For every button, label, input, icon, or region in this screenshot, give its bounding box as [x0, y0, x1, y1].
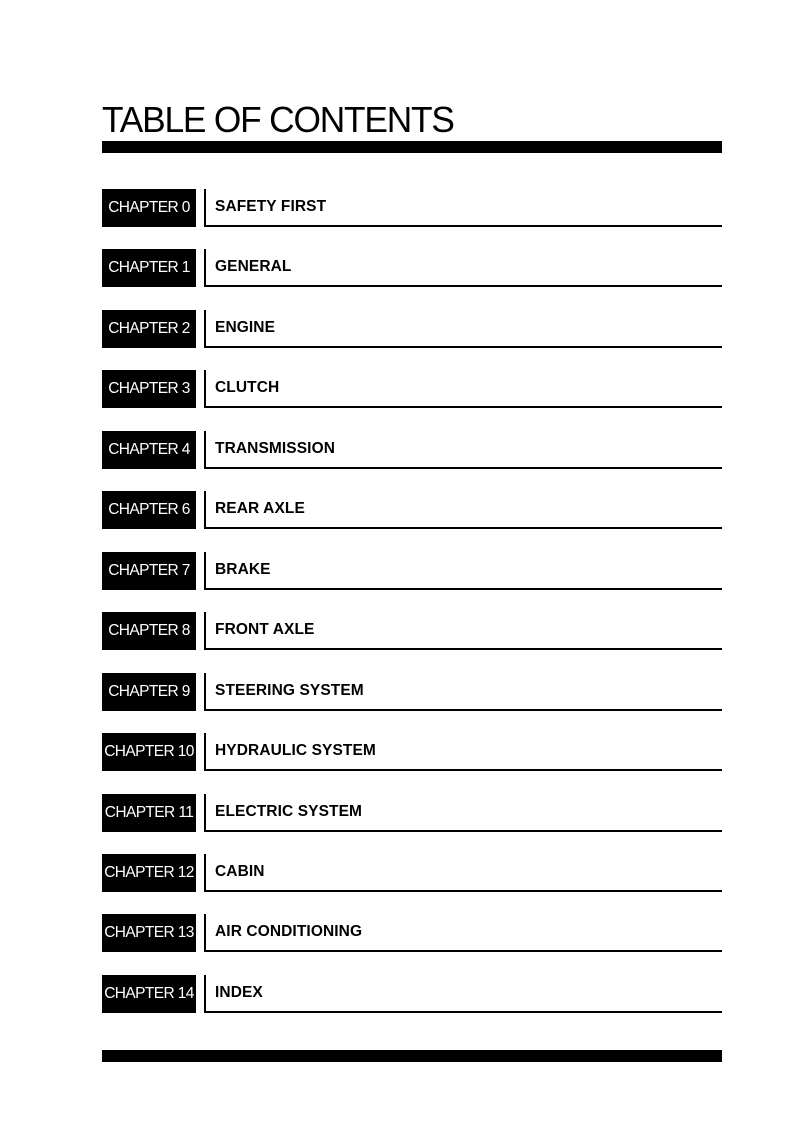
chapter-label: CHAPTER 3: [102, 370, 196, 408]
toc-entry[interactable]: [102, 733, 722, 771]
chapter-label: CHAPTER 0: [102, 189, 196, 227]
entry-line: [204, 975, 722, 1013]
toc-entry[interactable]: [102, 370, 722, 408]
entry-line: [204, 310, 722, 348]
entry-line: [204, 189, 722, 227]
entry-line: [204, 854, 722, 892]
chapter-label: CHAPTER 4: [102, 431, 196, 469]
toc-entry[interactable]: [102, 975, 722, 1013]
chapter-title: CABIN: [215, 862, 265, 880]
chapter-title: CLUTCH: [215, 379, 280, 397]
toc-entry[interactable]: [102, 249, 722, 287]
toc-entry[interactable]: [102, 854, 722, 892]
toc-entry[interactable]: [102, 794, 722, 832]
chapter-title: ELECTRIC SYSTEM: [215, 802, 363, 820]
chapter-title: STEERING SYSTEM: [215, 681, 364, 699]
entry-line: [204, 794, 722, 832]
chapter-label: CHAPTER 13: [102, 914, 196, 952]
top-divider-bar: [102, 141, 722, 153]
chapter-label: CHAPTER 6: [102, 491, 196, 529]
entry-line: [204, 249, 722, 287]
chapter-title: ENGINE: [215, 318, 276, 336]
chapter-label: CHAPTER 14: [102, 975, 196, 1013]
entry-line: [204, 370, 722, 408]
chapter-title: INDEX: [215, 983, 263, 1001]
toc-entry[interactable]: [102, 431, 722, 469]
toc-entry[interactable]: [102, 612, 722, 650]
chapter-title: BRAKE: [215, 560, 271, 578]
chapter-label: CHAPTER 11: [102, 794, 196, 832]
chapter-label: CHAPTER 9: [102, 673, 196, 711]
chapter-label: CHAPTER 7: [102, 552, 196, 590]
chapter-title: SAFETY FIRST: [215, 198, 327, 215]
entry-line: [204, 431, 722, 469]
chapter-title: TRANSMISSION: [215, 439, 336, 457]
chapter-label: CHAPTER 8: [102, 612, 196, 650]
entry-line: [204, 914, 722, 952]
toc-entry[interactable]: [102, 552, 722, 590]
chapter-title: HYDRAULIC SYSTEM: [215, 742, 376, 760]
bottom-divider-bar: [102, 1050, 722, 1062]
chapter-label: CHAPTER 10: [102, 733, 196, 771]
toc-entry[interactable]: [102, 189, 722, 227]
chapter-label: CHAPTER 1: [102, 249, 196, 287]
chapter-title: AIR CONDITIONING: [215, 923, 363, 941]
page-title: TABLE OF CONTENTS: [102, 99, 454, 140]
chapter-label: CHAPTER 2: [102, 310, 196, 348]
toc-list: [102, 189, 722, 1035]
entry-line: [204, 733, 722, 771]
toc-entry[interactable]: [102, 491, 722, 529]
toc-entry[interactable]: [102, 914, 722, 952]
toc-entry[interactable]: [102, 673, 722, 711]
chapter-title: REAR AXLE: [215, 500, 305, 518]
entry-line: [204, 673, 722, 711]
toc-entry[interactable]: [102, 310, 722, 348]
chapter-label: CHAPTER 12: [102, 854, 196, 892]
entry-line: [204, 491, 722, 529]
chapter-title: FRONT AXLE: [215, 621, 315, 639]
chapter-title: GENERAL: [215, 258, 292, 276]
entry-line: [204, 552, 722, 590]
entry-line: [204, 612, 722, 650]
